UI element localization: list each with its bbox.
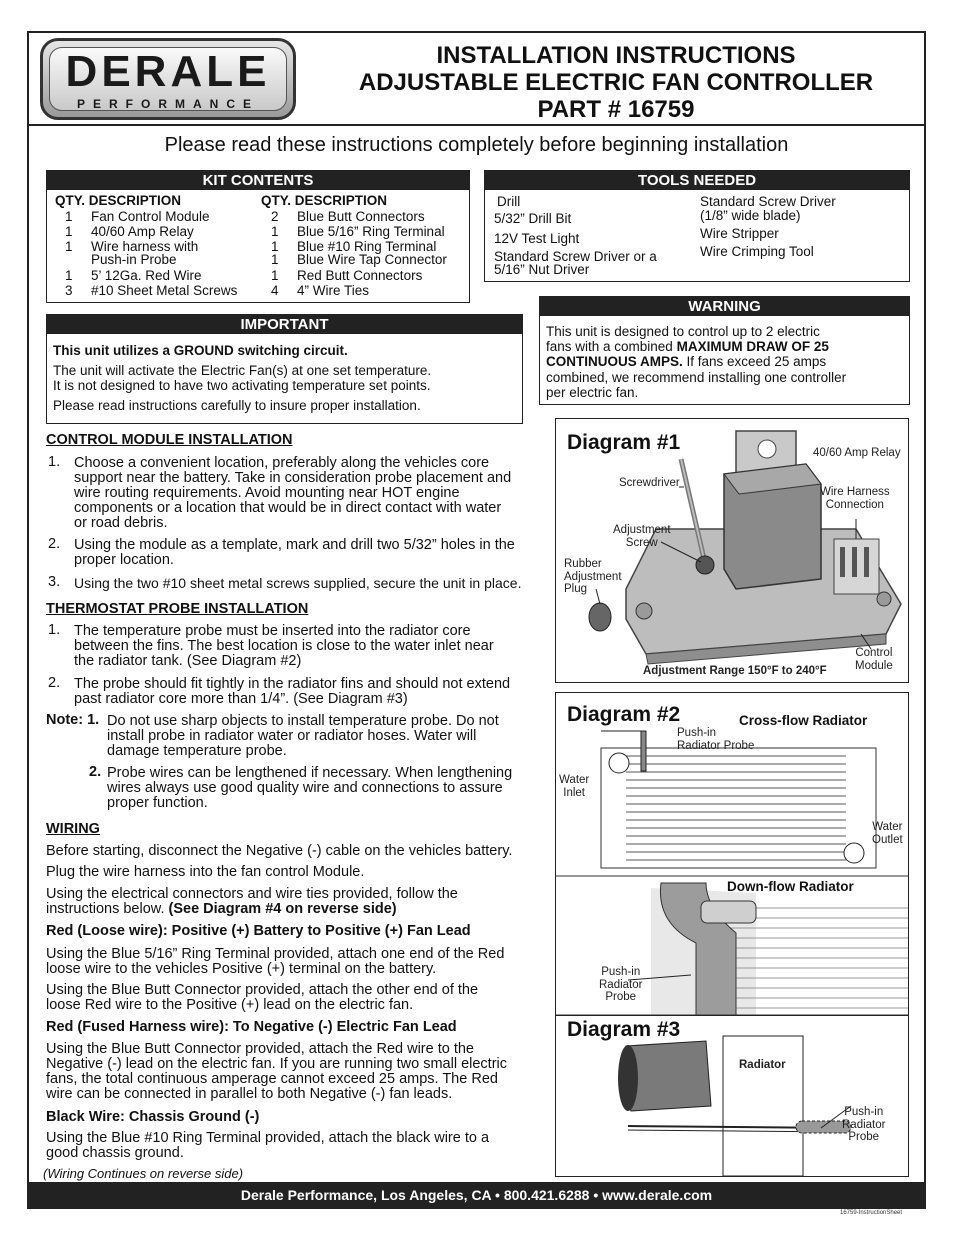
control-heading: CONTROL MODULE INSTALLATION bbox=[46, 432, 293, 448]
footer-contact: Derale Performance, Los Angeles, CA • 800.421.6288 • www.derale.com bbox=[27, 1182, 926, 1209]
body-line: good chassis ground. bbox=[46, 1145, 184, 1161]
kit-item-qty: 1 bbox=[271, 268, 279, 283]
kit-item-desc: 4” Wire Ties bbox=[297, 283, 370, 298]
kit-item-qty: 3 bbox=[65, 283, 73, 298]
tool-item: Standard Screw Driver bbox=[700, 194, 836, 209]
label-probe-2: Push-in Radiator Probe bbox=[599, 966, 643, 1003]
kit-item-qty: 1 bbox=[271, 239, 279, 254]
label-screwdriver: Screwdriver bbox=[619, 477, 680, 489]
body-line: between the fins. The best location is close to the water inlet near bbox=[74, 638, 494, 654]
body-line: damage temperature probe. bbox=[107, 743, 287, 759]
body-line: or road debris. bbox=[74, 515, 168, 531]
tools-needed-box bbox=[484, 170, 910, 282]
warning-box bbox=[539, 296, 910, 405]
body-line: Probe wires can be lengthened if necessary. When lengthening bbox=[107, 765, 513, 781]
label-adjustment-screw: Adjustment Screw bbox=[613, 524, 671, 549]
derale-logo bbox=[40, 38, 296, 120]
warning-line: combined, we recommend installing one controller bbox=[546, 370, 847, 385]
body-line: support near the battery. Take in consideration probe placement and bbox=[74, 470, 512, 486]
wiring-subheading: Red (Fused Harness wire): To Negative (-) Electric Fan Lead bbox=[46, 1019, 457, 1035]
label-control-module: Control Module bbox=[855, 647, 893, 672]
important-line: The unit will activate the Electric Fan(s) at one set temperature. bbox=[53, 363, 432, 378]
kit-item-desc: #10 Sheet Metal Screws bbox=[91, 283, 238, 298]
kit-item-qty: 2 bbox=[271, 209, 279, 224]
diagram-1 bbox=[555, 418, 909, 683]
read-instructions-notice: Please read these instructions completely before beginning installation bbox=[164, 134, 789, 156]
body-line: Using the Blue #10 Ring Terminal provided, attach the black wire to a bbox=[46, 1130, 490, 1146]
tool-item: 12V Test Light bbox=[494, 231, 580, 246]
body-line: loose Red wire to the Positive (+) lead on the electric fan. bbox=[46, 997, 414, 1013]
body-line: components or a location that would be in direct contact with water bbox=[74, 500, 502, 516]
warning-line: per electric fan. bbox=[546, 385, 639, 400]
tools-needed-title: TOOLS NEEDED bbox=[485, 171, 909, 190]
body-line: loose wire to the vehicles Positive (+) terminal on the battery. bbox=[46, 961, 437, 977]
continues-note: (Wiring Continues on reverse side) bbox=[43, 1166, 244, 1181]
body-line: Using the module as a template, mark and drill two 5/32” holes in the bbox=[74, 537, 515, 553]
logo-sub: PERFORMANCE bbox=[76, 97, 259, 111]
step-number: 3. bbox=[48, 574, 61, 590]
kit-col-header-right: QTY. DESCRIPTION bbox=[261, 193, 388, 208]
label-water-inlet: Water Inlet bbox=[559, 774, 590, 799]
body-line: Choose a convenient location, preferably along the vehicles core bbox=[74, 455, 490, 471]
important-bold-line: This unit utilizes a GROUND switching circuit. bbox=[53, 343, 348, 358]
kit-item-desc: 40/60 Amp Relay bbox=[91, 224, 194, 239]
kit-item-qty: 1 bbox=[65, 268, 73, 283]
header-divider bbox=[27, 124, 926, 126]
tool-item: (1/8” wide blade) bbox=[700, 208, 801, 223]
kit-item-qty: 1 bbox=[65, 224, 73, 239]
probe-insertion-illustration bbox=[556, 1016, 908, 1176]
kit-item-desc: 5’ 12Ga. Red Wire bbox=[91, 268, 202, 283]
body-line: install probe in radiator water or radiator hoses. Water will bbox=[107, 728, 477, 744]
body-line: Using the electrical connectors and wire ties provided, follow the bbox=[46, 886, 458, 902]
tool-item: 5/32” Drill Bit bbox=[494, 211, 572, 226]
logo-brand: DERALE bbox=[65, 47, 271, 96]
kit-item-desc: Blue 5/16” Ring Terminal bbox=[297, 224, 445, 239]
body-line: past radiator core more than 1/4”. (See Diagram #3) bbox=[74, 691, 408, 707]
body-line: wire can be connected in parallel to both Negative (-) fan leads. bbox=[46, 1086, 453, 1102]
important-line: It is not designed to have two activating temperature set points. bbox=[53, 378, 431, 393]
body-line: Before starting, disconnect the Negative (-) cable on the vehicles battery. bbox=[46, 843, 513, 859]
warning-line: CONTINUOUS AMPS. If fans exceed 25 amps bbox=[546, 354, 827, 369]
label-relay: 40/60 Amp Relay bbox=[813, 447, 901, 459]
warning-line: fans with a combined MAXIMUM DRAW OF 25 bbox=[546, 339, 829, 354]
kit-contents-title: KIT CONTENTS bbox=[47, 171, 469, 190]
kit-col-header-left: QTY. DESCRIPTION bbox=[55, 193, 182, 208]
label-rubber-plug: Rubber Adjustment Plug bbox=[564, 558, 622, 595]
step-number: 1. bbox=[48, 622, 61, 638]
kit-item-qty: 1 bbox=[271, 224, 279, 239]
body-line: fans, the total continuous amperage cannot exceed 25 amps. The Red bbox=[46, 1071, 498, 1087]
warning-line: This unit is designed to control up to 2 electric bbox=[546, 324, 820, 339]
label-probe-3: Push-in Radiator Probe bbox=[842, 1106, 886, 1143]
body-line: Using the Blue Butt Connector provided, attach the other end of the bbox=[46, 982, 479, 998]
body-line: The probe should fit tightly in the radiator fins and should not extend bbox=[74, 676, 511, 692]
body-line: Do not use sharp objects to install temperature probe. Do not bbox=[107, 713, 499, 729]
kit-item-qty: 1 bbox=[65, 239, 73, 254]
important-title: IMPORTANT bbox=[47, 315, 522, 334]
tool-item: Wire Stripper bbox=[700, 226, 779, 241]
tool-item: Wire Crimping Tool bbox=[700, 244, 814, 259]
body-line: Negative (-) lead on the electric fan. If you are running two small electric bbox=[46, 1056, 507, 1072]
note-label: Note: 1. bbox=[46, 712, 100, 728]
wiring-heading: WIRING bbox=[46, 821, 100, 837]
body-line: the radiator tank. (See Diagram #2) bbox=[74, 653, 302, 669]
body-line: instructions below. (See Diagram #4 on reverse side) bbox=[46, 901, 397, 917]
body-line: proper function. bbox=[107, 795, 208, 811]
kit-item-qty: 4 bbox=[271, 283, 279, 298]
body-line: proper location. bbox=[74, 552, 174, 568]
kit-item-desc: Wire harness with bbox=[91, 239, 199, 254]
body-line: wires always use good quality wire and connections to assure bbox=[107, 780, 503, 796]
kit-item-qty: 1 bbox=[271, 252, 279, 267]
kit-item-desc: Push-in Probe bbox=[91, 252, 177, 267]
wiring-subheading: Black Wire: Chassis Ground (-) bbox=[46, 1109, 260, 1125]
note-label: 2. bbox=[89, 764, 102, 780]
label-radiator: Radiator bbox=[739, 1059, 786, 1071]
diagram-1-title: Diagram #1 bbox=[567, 431, 681, 454]
important-box bbox=[46, 314, 523, 424]
thermo-heading: THERMOSTAT PROBE INSTALLATION bbox=[46, 601, 309, 617]
kit-item-desc: Blue Wire Tap Connector bbox=[297, 252, 447, 267]
label-water-outlet: Water Outlet bbox=[872, 821, 903, 846]
tool-item: Drill bbox=[497, 194, 521, 209]
body-line: Using the two #10 sheet metal screws supplied, secure the unit in place. bbox=[74, 575, 522, 591]
label-adjustment-range: Adjustment Range 150°F to 240°F bbox=[643, 665, 827, 677]
step-number: 1. bbox=[48, 454, 61, 470]
kit-item-desc: Blue #10 Ring Terminal bbox=[297, 239, 437, 254]
diagram-3 bbox=[555, 1015, 909, 1177]
warning-title: WARNING bbox=[540, 297, 909, 316]
kit-contents-box bbox=[46, 170, 470, 303]
label-wire-harness: Wire Harness Connection bbox=[820, 486, 890, 511]
kit-item-qty: 1 bbox=[65, 209, 73, 224]
tool-item: Standard Screw Driver or a bbox=[494, 249, 657, 264]
label-downflow: Down-flow Radiator bbox=[727, 879, 854, 894]
diagram-2-title: Diagram #2 bbox=[567, 703, 681, 726]
kit-item-desc: Fan Control Module bbox=[91, 209, 210, 224]
body-line: wire routing requirements. Avoid mounting near HOT engine bbox=[74, 485, 460, 501]
diagram-3-title: Diagram #3 bbox=[567, 1018, 681, 1041]
step-number: 2. bbox=[48, 675, 61, 691]
label-probe: Push-in Radiator Probe bbox=[677, 727, 755, 752]
tool-item: 5/16” Nut Driver bbox=[494, 262, 590, 277]
diagram-2 bbox=[555, 692, 909, 1016]
body-line: The temperature probe must be inserted into the radiator core bbox=[74, 623, 471, 639]
body-line: Plug the wire harness into the fan control Module. bbox=[46, 864, 365, 880]
page-title: INSTALLATION INSTRUCTIONS ADJUSTABLE ELECTRIC FAN CONTROLLER PART # 16759 bbox=[358, 42, 874, 123]
body-line: Using the Blue Butt Connector provided, attach the Red wire to the bbox=[46, 1041, 474, 1057]
important-line: Please read instructions carefully to insure proper installation. bbox=[53, 398, 421, 413]
sheet-code: 16759-InstructionSheet bbox=[840, 1210, 903, 1216]
label-crossflow: Cross-flow Radiator bbox=[739, 713, 868, 728]
kit-item-desc: Blue Butt Connectors bbox=[297, 209, 425, 224]
body-line: Using the Blue 5/16” Ring Terminal provided, attach one end of the Red bbox=[46, 946, 505, 962]
kit-item-desc: Red Butt Connectors bbox=[297, 268, 423, 283]
step-number: 2. bbox=[48, 536, 61, 552]
wiring-subheading: Red (Loose wire): Positive (+) Battery to Positive (+) Fan Lead bbox=[46, 923, 471, 939]
